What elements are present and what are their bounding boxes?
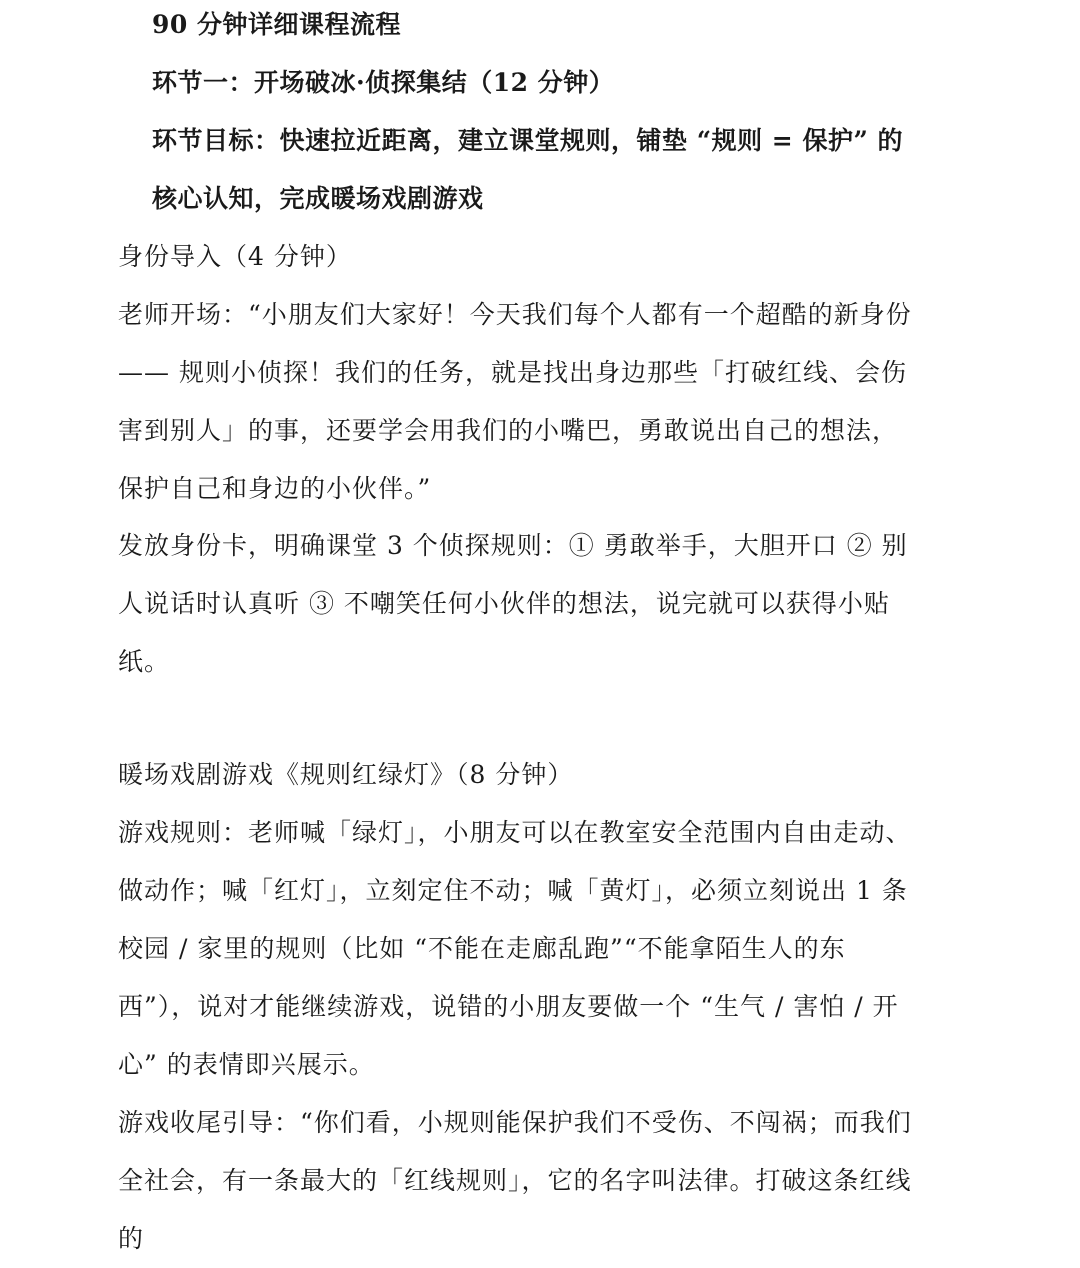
teacher-opening-paragraph: 老师开场：“小朋友们大家好！今天我们每个人都有一个超酷的新身份—— 规则小侦探！我们的任务，就是找出身边那些「打破红线、会伤害到别人」的事，还要学会用我们的小嘴巴，勇敢说出自己的想法，保护自己和身边的小伙伴。” (118, 300, 912, 503)
game-rules-paragraph: 游戏规则：老师喊「绿灯」，小朋友可以在教室安全范围内自由走动、做动作；喊「红灯」，立刻定住不动；喊「黄灯」，必须立刻说出 1 条校园 / 家里的规则（比如 “不能在走廊乱跑”“不能拿陌生人的东西”），说对才能继续游戏，说错的小朋友要做一个 “生气 / 害怕 / 开心” 的表情即兴展示。 (118, 818, 912, 1079)
warmup-game-heading: 暖场戏剧游戏《规则红绿灯》（8 分钟） (118, 760, 574, 789)
detective-rules-paragraph: 发放身份卡，明确课堂 3 个侦探规则：① 勇敢举手，大胆开口 ② 别人说话时认真听 ③ 不嘲笑任何小伙伴的想法，说完就可以获得小贴纸。 (118, 531, 908, 676)
identity-intro-heading: 身份导入（4 分钟） (118, 242, 352, 271)
game-closing-paragraph: 游戏收尾引导：“你们看，小规则能保护我们不受伤、不闯祸；而我们全社会，有一条最大的「红线规则」，它的名字叫法律。打破这条红线的 (118, 1108, 912, 1253)
document-title: 90 分钟详细课程流程 (152, 10, 401, 39)
section1-heading: 环节一：开场破冰·侦探集结（12 分钟） (152, 68, 615, 97)
section1-goal: 环节目标：快速拉近距离，建立课堂规则，铺垫 “规则 = 保护” 的核心认知，完成暖场戏剧游戏 (152, 126, 904, 213)
